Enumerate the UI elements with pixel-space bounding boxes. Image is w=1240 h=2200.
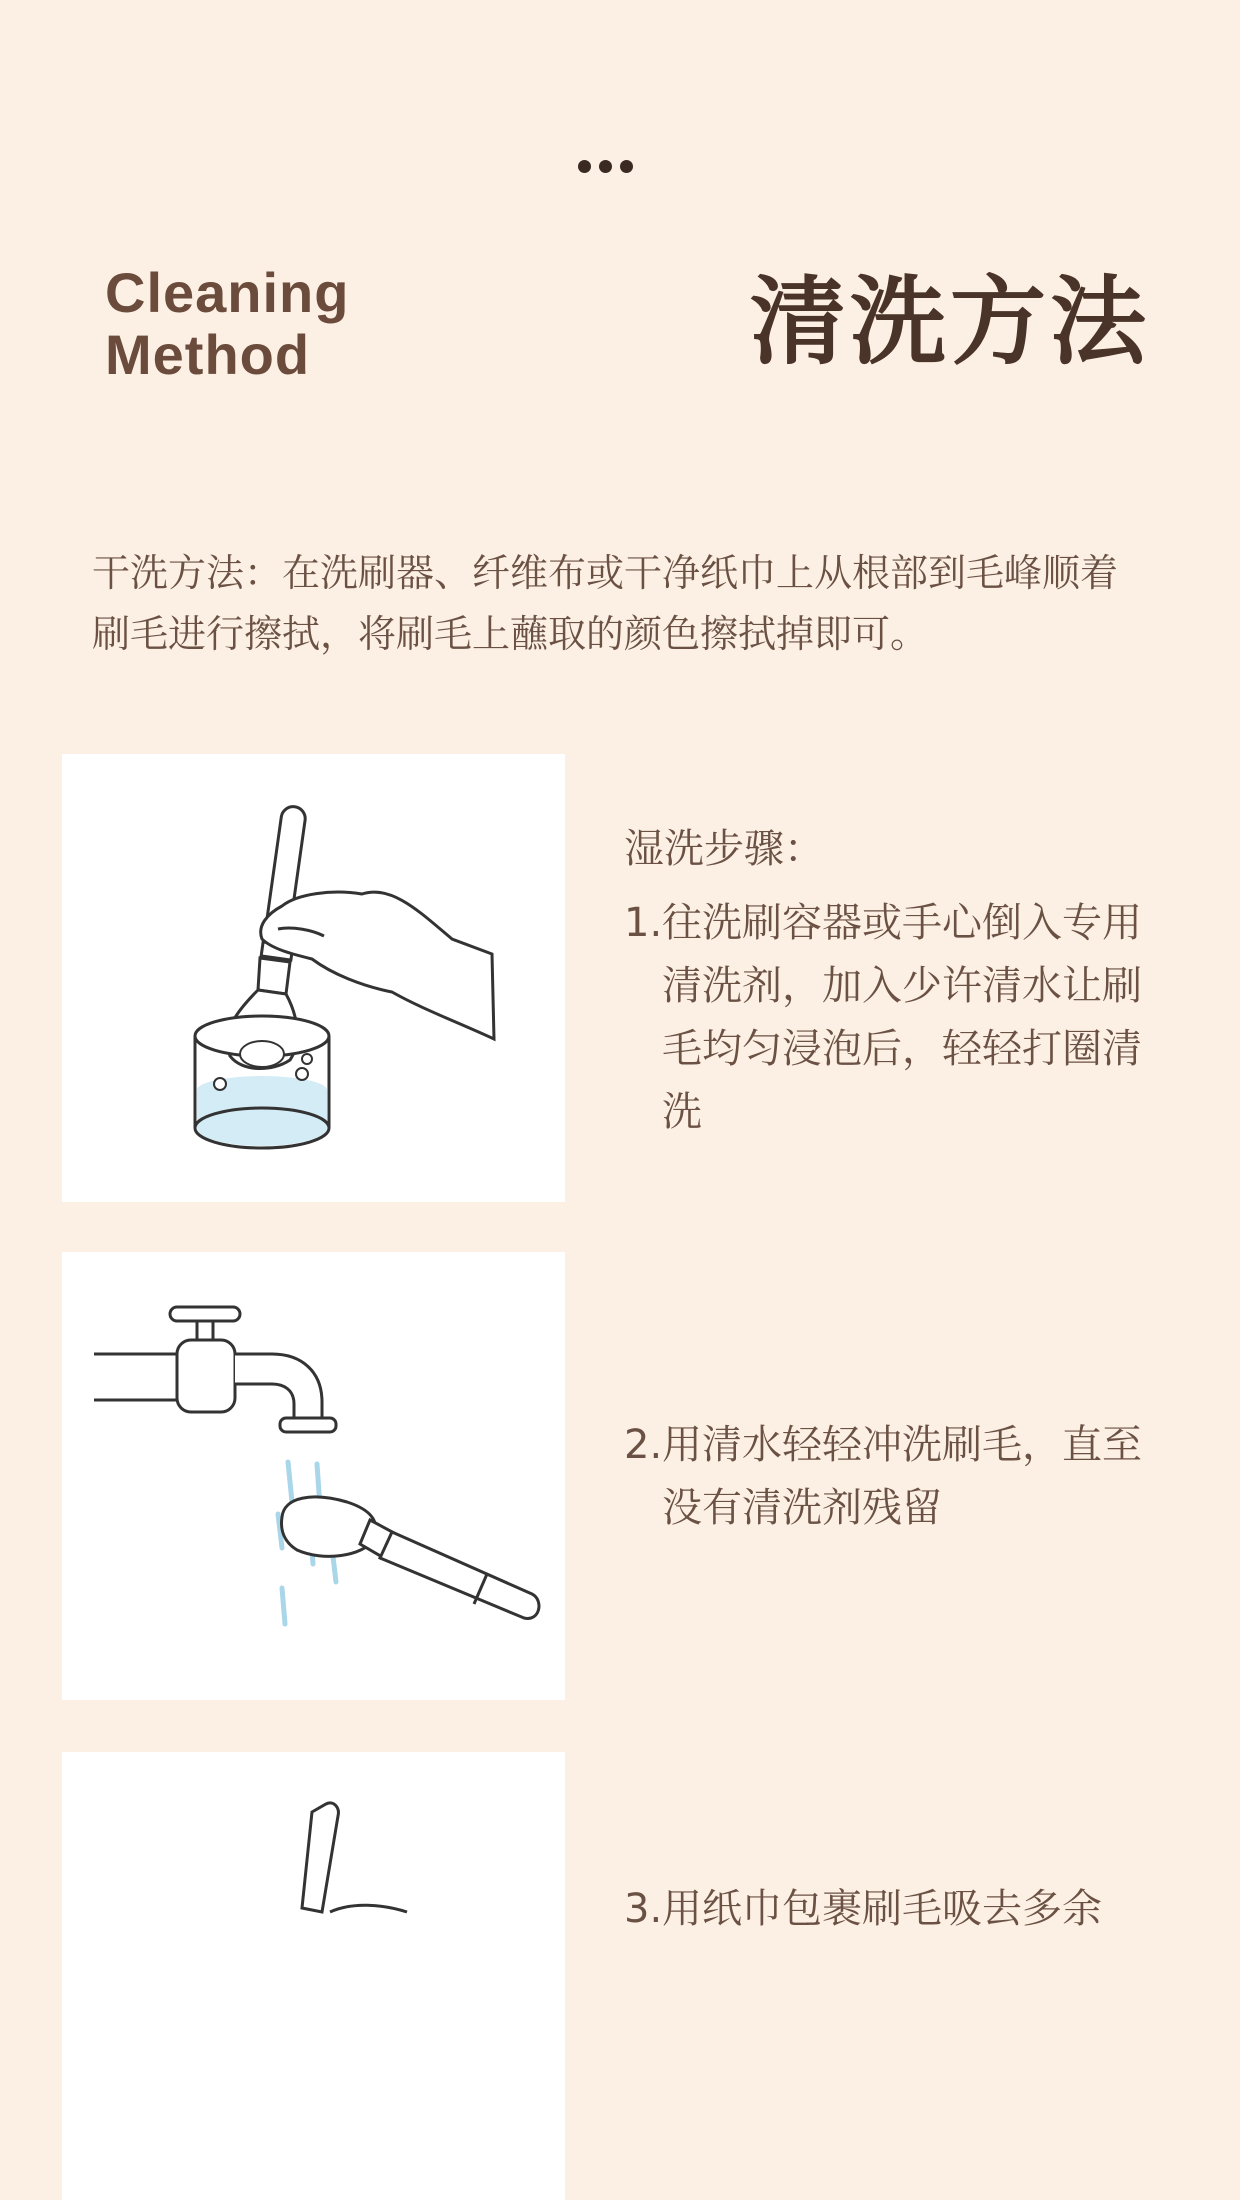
more-dots-icon xyxy=(578,160,633,173)
title-en-line1: Cleaning xyxy=(105,261,350,324)
dry-wash-text: 干洗方法：在洗刷器、纤维布或干净纸巾上从根部到毛峰顺着刷毛进行擦拭，将刷毛上蘸取的颜色擦拭掉即可。 xyxy=(92,551,1119,656)
title-en xyxy=(105,262,349,386)
faucet-rinse-illustration xyxy=(62,1252,565,1700)
title-en-line2: Method xyxy=(105,323,311,386)
step-text: 往洗刷容器或手心倒入专用清洗剂，加入少许清水让刷毛均匀浸泡后，轻轻打圈清洗 xyxy=(662,900,1142,1135)
step-number: 2. xyxy=(624,1422,663,1468)
title-zh: 清洗方法 xyxy=(750,266,1150,378)
wet-step-2 xyxy=(624,1414,1164,1540)
brush-tissue-illustration xyxy=(62,1752,565,2200)
step-text: 用纸巾包裹刷毛吸去多余 xyxy=(662,1886,1102,1932)
wet-wash-heading: 湿洗步骤： xyxy=(624,826,824,872)
wet-step-3 xyxy=(624,1878,1164,1941)
step-number: 3. xyxy=(624,1886,663,1932)
step-number: 1. xyxy=(624,900,663,946)
step-text: 用清水轻轻冲洗刷毛，直至没有清洗剂残留 xyxy=(662,1422,1142,1531)
wet-step-1 xyxy=(624,892,1164,1144)
brush-in-cup-illustration xyxy=(62,754,565,1202)
